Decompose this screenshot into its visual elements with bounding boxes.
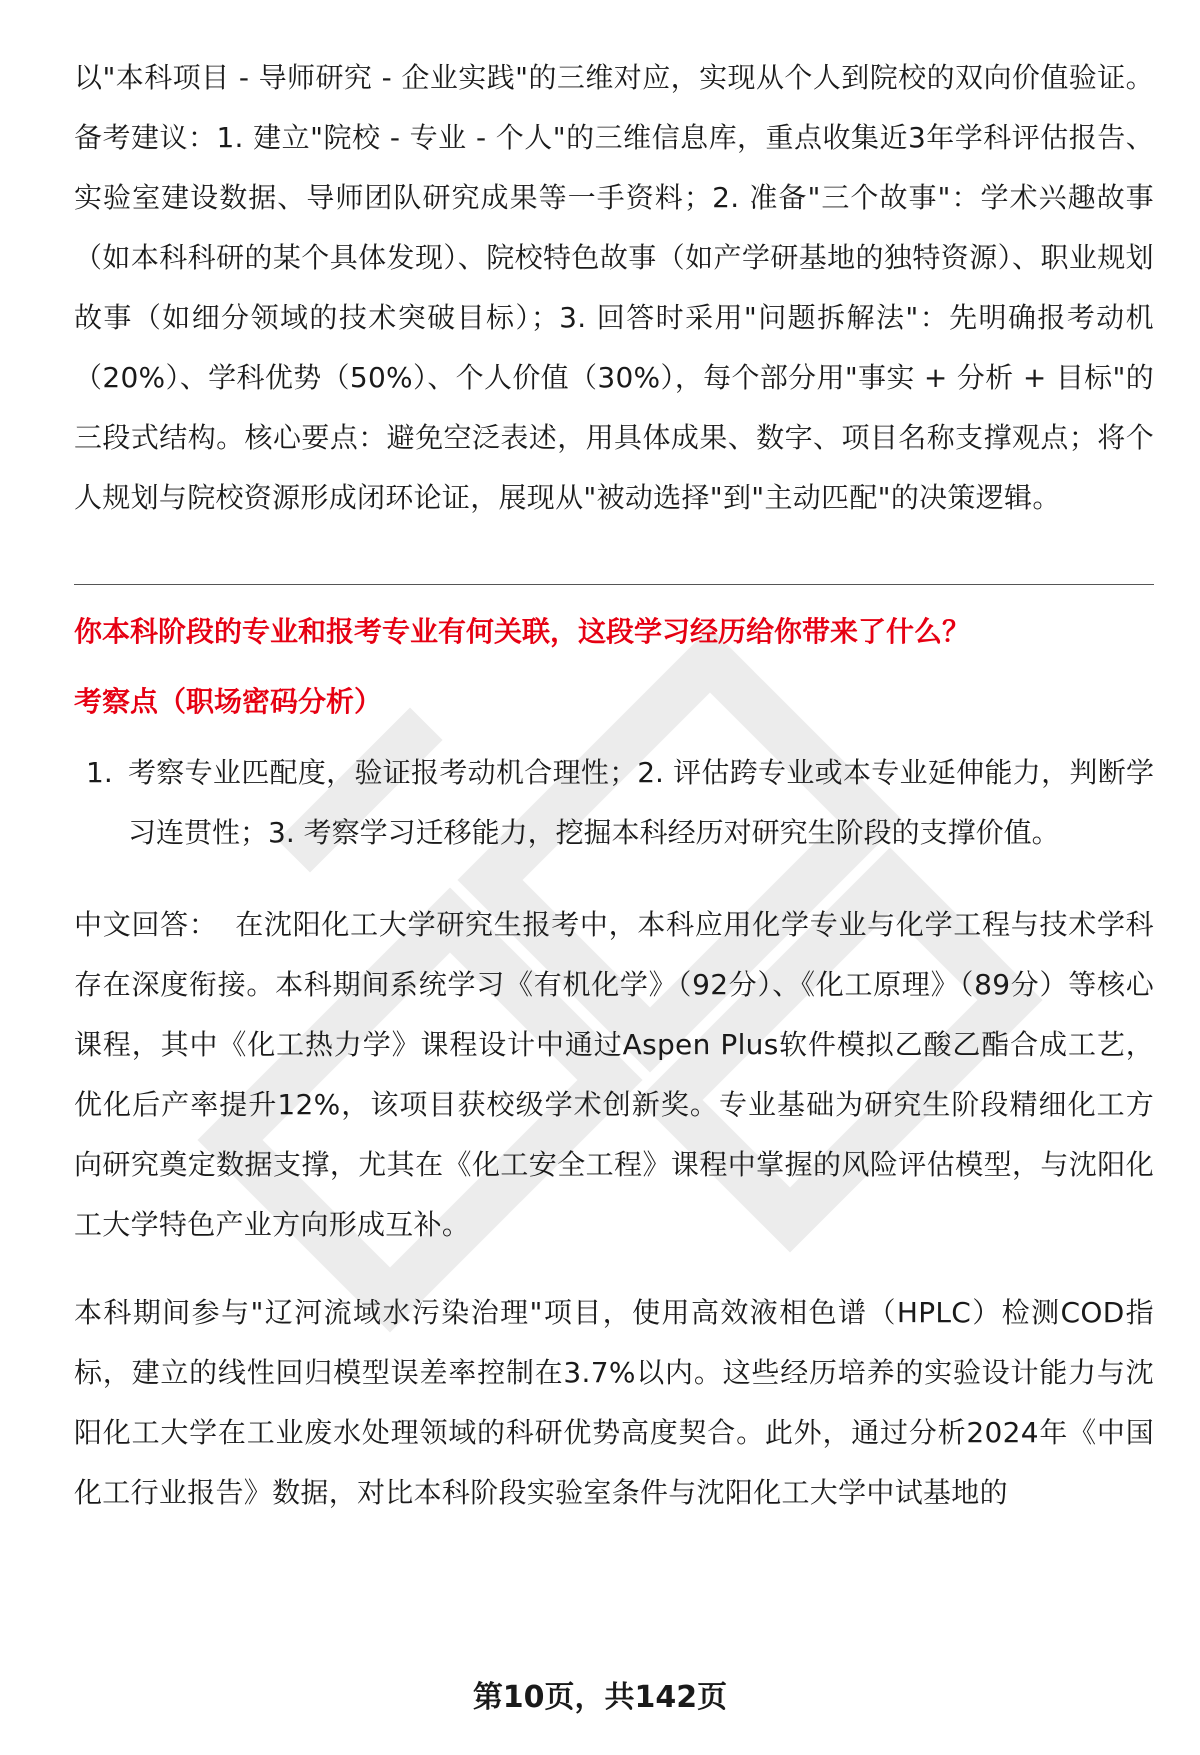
interview-question: 你本科阶段的专业和报考专业有何关联，这段学习经历给你带来了什么？ xyxy=(74,615,971,648)
intro-paragraph: 以"本科项目 - 导师研究 - 企业实践"的三维对应，实现从个人到院校的双向价值验证。备考建议：1. 建立"院校 - 专业 - 个人"的三维信息库，重点收集近3年学科评估报告、实验室建设数据、导师团队研究成果等一手资料；2. 准备"三个故事"：学术兴趣故事（如本科科研的某个具体发现）、院校特色故事（如产学研基地的独特资源）、职业规划故事（如细分领域的技术突破目标）；3. 回答时采用"问题拆解法"：先明确报考动机（20%）、学科优势（50%）、个人价值（30%），每个部分用"事实 + 分析 + 目标"的三段式结构。核心要点：避免空泛表述，用具体成果、数字、项目名称支撑观点；将个人规划与院校资源形成闭环论证，展现从"被动选择"到"主动匹配"的决策逻辑。 xyxy=(74,61,1154,514)
list-item-text: 考察专业匹配度，验证报考动机合理性；2. 评估跨专业或本专业延伸能力，判断学习连贯性；3. 考察学习迁移能力，挖掘本科经历对研究生阶段的支撑价值。 xyxy=(128,756,1154,849)
answer-paragraph-1-text: 在沈阳化工大学研究生报考中，本科应用化学专业与化学工程与技术学科存在深度衔接。本科期间系统学习《有机化学》（92分）、《化工原理》（89分）等核心课程，其中《化工热力学》课程设计中通过Aspen Plus软件模拟乙酸乙酯合成工艺，优化后产率提升12%，该项目获校级学术创新奖。专业基础为研究生阶段精细化工方向研究奠定数据支撑，尤其在《化工安全工程》课程中掌握的风险评估模型，与沈阳化工大学特色产业方向形成互补。 xyxy=(74,908,1154,1241)
assessment-points-list xyxy=(74,743,1154,863)
answer-section xyxy=(74,895,1154,1523)
section-heading: 考察点（职场密码分析） xyxy=(74,685,383,718)
list-item xyxy=(74,743,1154,863)
answer-paragraph-1 xyxy=(74,895,1154,1255)
page-footer: 第10页，共142页 xyxy=(472,1680,728,1715)
main-content xyxy=(74,48,1154,1523)
answer-label: 中文回答： xyxy=(74,908,218,941)
section-divider xyxy=(74,584,1154,585)
list-number: 1. xyxy=(86,756,113,789)
answer-paragraph-2: 本科期间参与"辽河流域水污染治理"项目，使用高效液相色谱（HPLC）检测COD指标，建立的线性回归模型误差率控制在3.7%以内。这些经历培养的实验设计能力与沈阳化工大学在工业废水处理领域的科研优势高度契合。此外，通过分析2024年《中国化工行业报告》数据，对比本科阶段实验室条件与沈阳化工大学中试基地的 xyxy=(74,1296,1154,1509)
